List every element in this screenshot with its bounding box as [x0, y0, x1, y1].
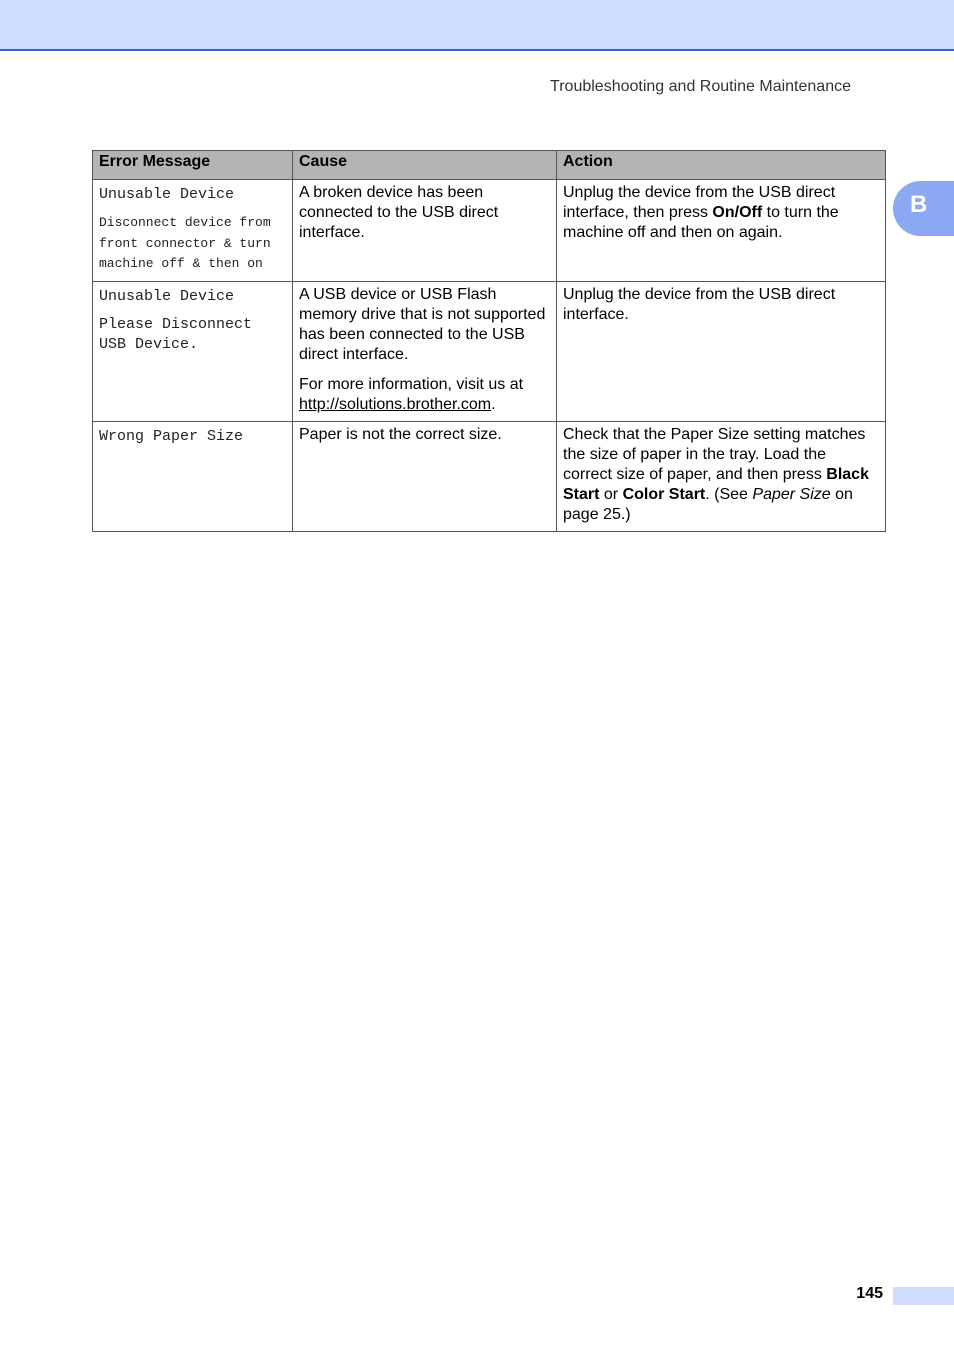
cause-cell	[293, 281, 557, 421]
page-number-tab	[893, 1287, 954, 1305]
cause-cell: A broken device has been connected to the USB direct interface.	[293, 180, 557, 282]
action-cell: Unplug the device from the USB direct interface.	[557, 281, 886, 421]
action-cell	[557, 180, 886, 282]
table-row	[93, 281, 886, 421]
error-detail: Please Disconnect USB Device.	[99, 315, 253, 353]
table-header-row	[93, 151, 886, 180]
error-message-table	[92, 150, 886, 532]
action-text: to turn the machine off and then on again.	[563, 204, 839, 241]
solutions-link[interactable]: http://solutions.brother.com	[299, 395, 492, 413]
action-cell	[557, 421, 886, 531]
header-error-message: Error Message	[93, 151, 293, 180]
chapter-tab-letter: B	[910, 191, 928, 218]
action-text: or	[599, 485, 623, 503]
error-title: Unusable Device	[99, 287, 235, 305]
table-row	[93, 421, 886, 531]
cause-more-text: For more information, visit us at	[299, 375, 524, 393]
page-number: 145	[856, 1285, 883, 1302]
top-header-band	[0, 0, 954, 51]
error-detail: Disconnect device from front connector & turn machine off & then on	[99, 215, 271, 271]
action-text: Check that the Paper Size setting matches the size of paper in the tray. Load the correct size of paper, and then press	[563, 425, 866, 483]
cause-text: A USB device or USB Flash memory drive that is not supported has been connected to the USB direct interface.	[299, 285, 546, 363]
table-row	[93, 180, 886, 282]
chapter-tab	[893, 181, 954, 236]
error-message-cell	[93, 281, 293, 421]
action-text: . (See	[705, 485, 753, 503]
action-text: Unplug the device from the USB direct interface, then press	[563, 184, 836, 221]
cause-end: .	[491, 395, 496, 413]
key-color-start: Color Start	[622, 485, 706, 503]
action-text: on page 25.)	[563, 485, 853, 523]
error-title: Unusable Device	[99, 186, 235, 203]
error-title: Wrong Paper Size	[99, 427, 244, 445]
cause-cell: Paper is not the correct size.	[293, 421, 557, 531]
cross-reference: Paper Size	[752, 485, 831, 503]
running-title: Troubleshooting and Routine Maintenance	[550, 78, 851, 95]
header-cause: Cause	[293, 151, 557, 180]
cause-more-info	[299, 375, 550, 415]
key-on-off: On/Off	[712, 204, 763, 221]
key-black-start: Black Start	[563, 465, 869, 503]
header-action: Action	[557, 151, 886, 180]
error-message-cell	[93, 180, 293, 282]
error-message-cell	[93, 421, 293, 531]
